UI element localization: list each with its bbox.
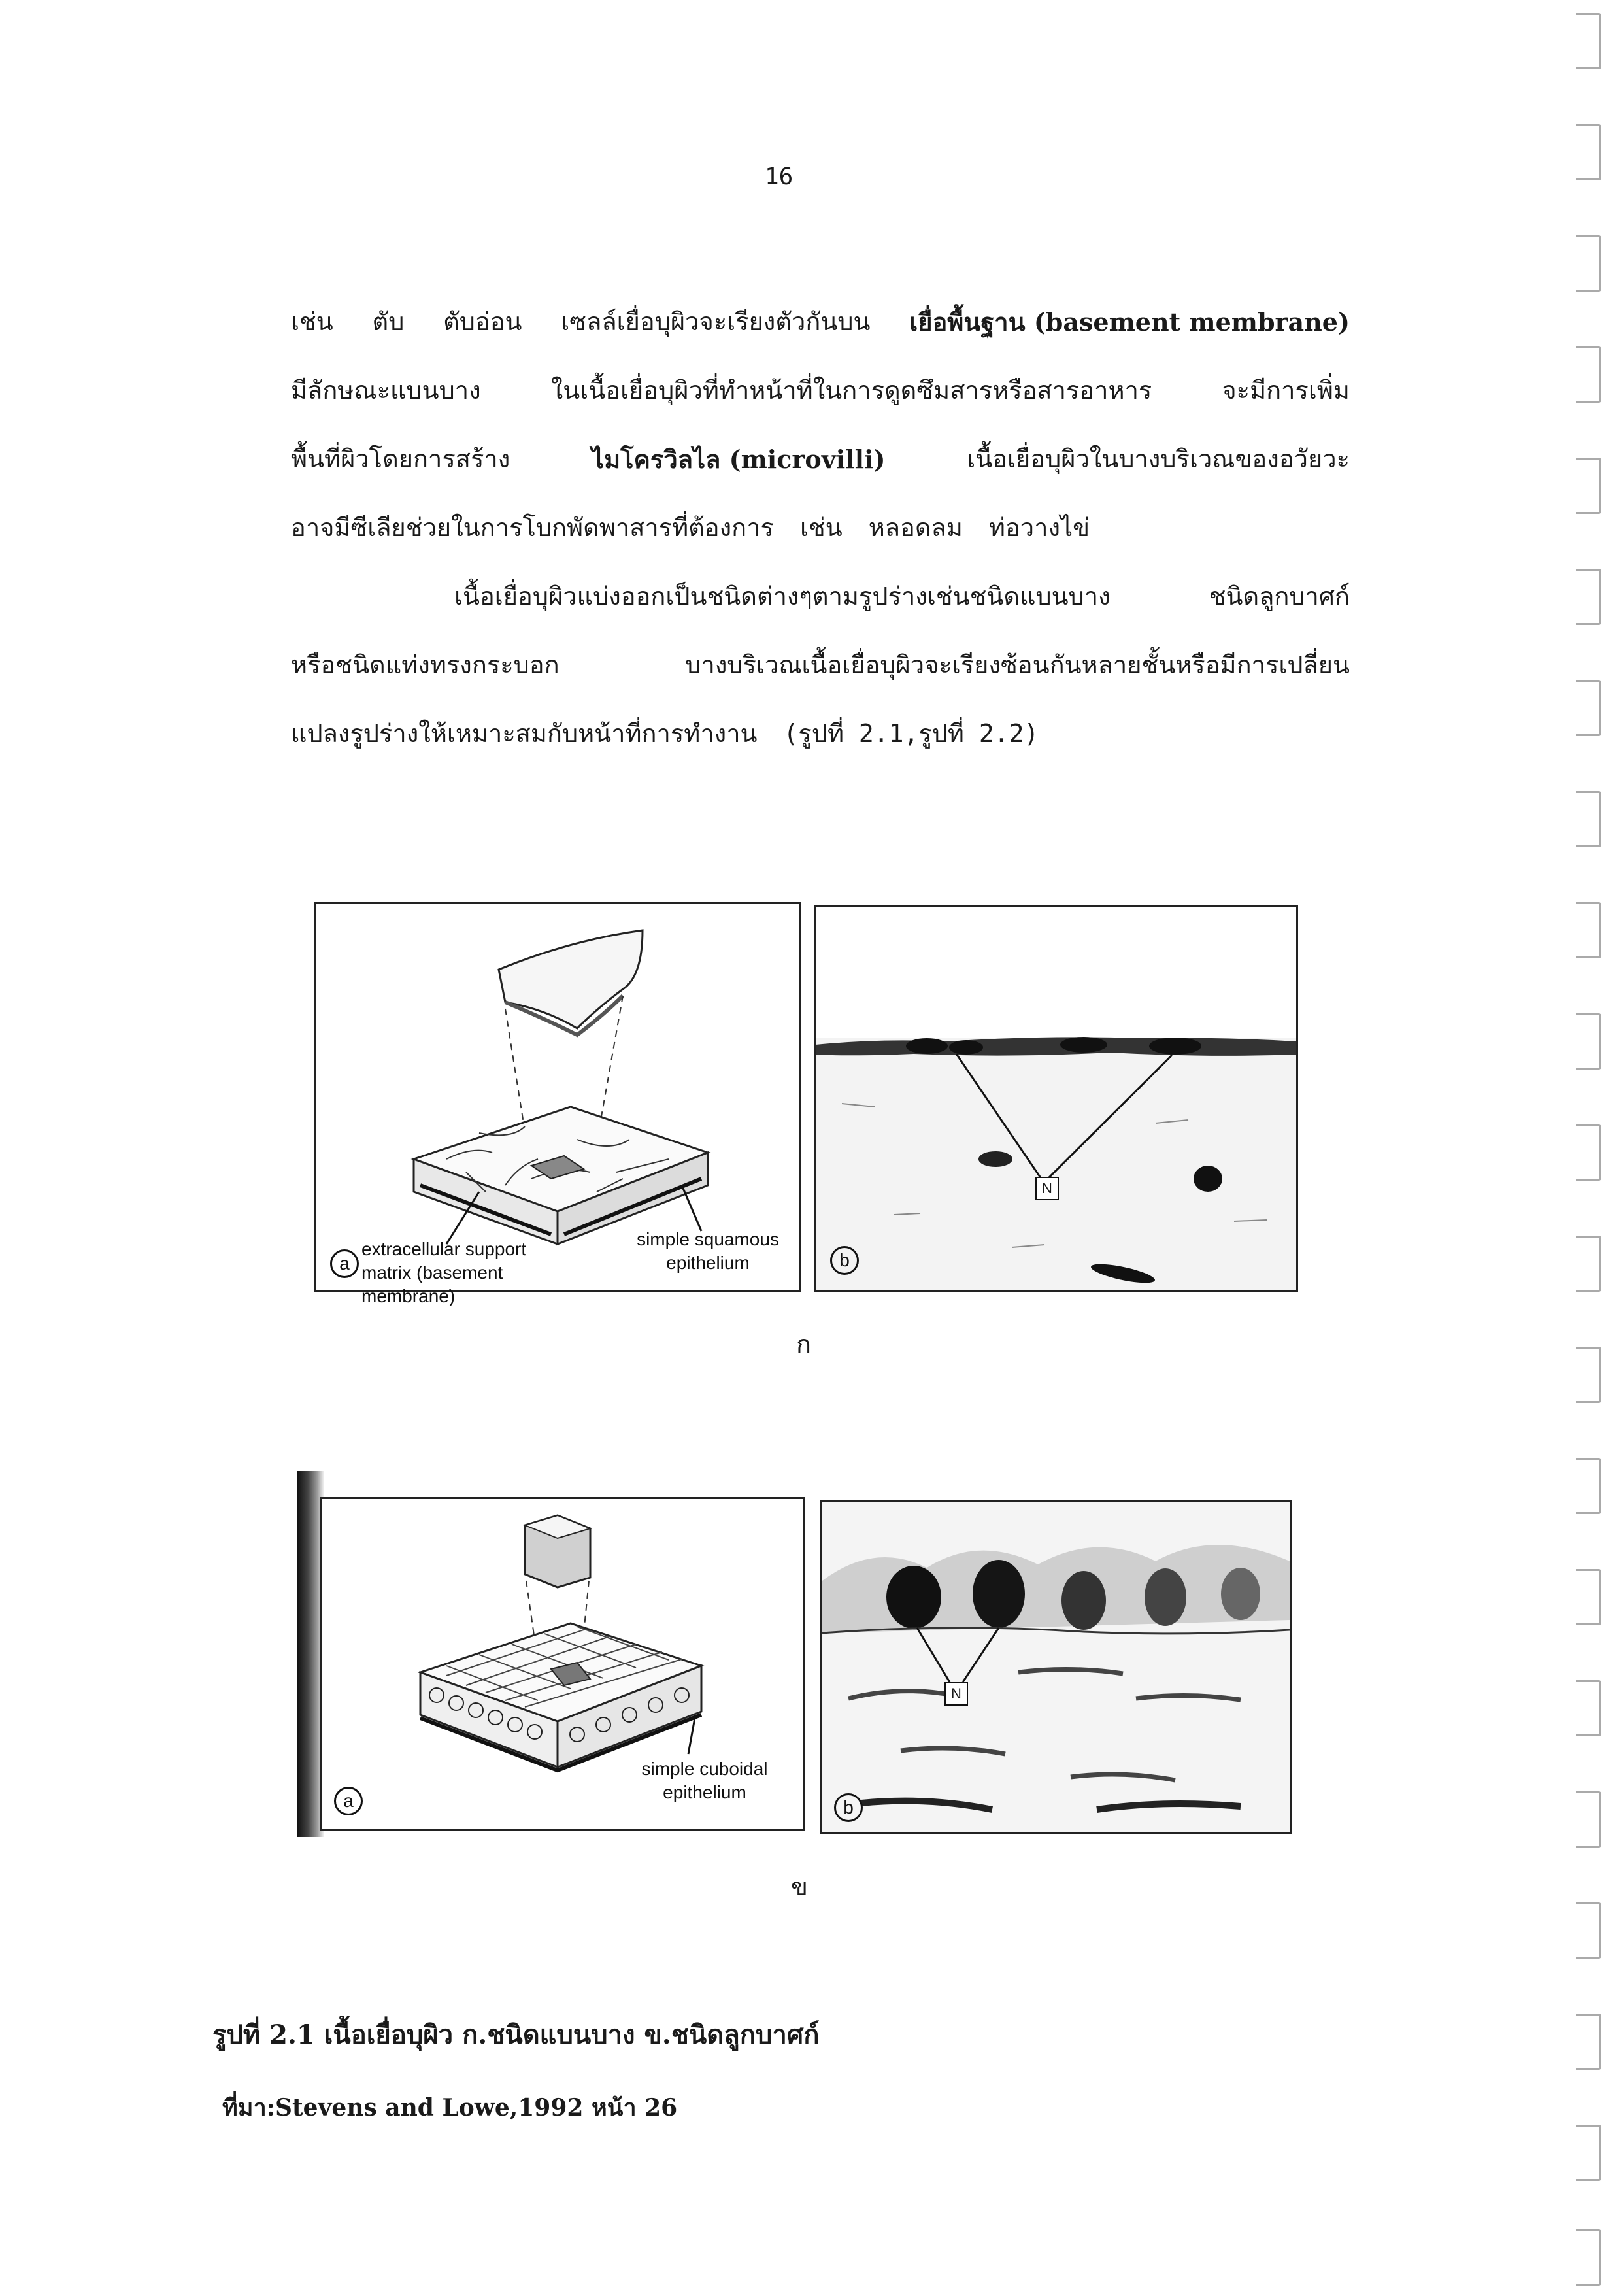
body-paragraph — [291, 288, 1350, 768]
scan-shadow — [297, 1471, 324, 1837]
binding-ring — [1576, 124, 1601, 180]
cuboidal-micrograph — [822, 1502, 1290, 1832]
binding-ring — [1576, 791, 1601, 847]
panel-letter-a: a — [334, 1787, 363, 1815]
binding-ring — [1576, 1569, 1601, 1625]
text-line-7: แปลงรูปร่างให้เหมาะสมกับหน้าที่การทำงาน (รูปที่ 2.1,รูปที่ 2.2) — [291, 719, 1039, 748]
basement-membrane-label: extracellular support matrix (basement membrane) — [361, 1239, 527, 1306]
binding-ring — [1576, 1013, 1601, 1070]
binding-ring — [1576, 346, 1601, 403]
page-number: 16 — [765, 163, 794, 190]
text-line-1: เช่น ตับ ตับอ่อน เซลล์เยื่อบุผิวจะเรียงตัวกันบน เยื่อพื้นฐาน (basement membrane) — [291, 288, 1350, 356]
figure-sub-label-ko-kai: ก — [796, 1330, 812, 1359]
binding-ring — [1576, 680, 1601, 736]
binding-ring — [1576, 1347, 1601, 1403]
binding-ring-strip — [1559, 0, 1621, 2296]
binding-ring — [1576, 2229, 1601, 2286]
simple-cuboidal-label: simple cuboidal epithelium — [641, 1759, 768, 1802]
binding-ring — [1576, 1236, 1601, 1292]
text-line-6: หรือชนิดแท่งทรงกระบอก บางบริเวณเนื้อเยื่อบุผิวจะเรียงซ้อนกันหลายชั้นหรือมีการเปลี่ยน — [291, 650, 1350, 679]
binding-ring — [1576, 569, 1601, 625]
panel-letter-a: a — [330, 1249, 359, 1278]
text-line-4: อาจมีซีเลียช่วยในการโบกพัดพาสารที่ต้องการ เช่น หลอดลม ท่อวางไข่ — [291, 513, 1090, 542]
binding-ring — [1576, 902, 1601, 958]
binding-ring — [1576, 2014, 1601, 2070]
figure-sub-label-kho-khai: ข — [791, 1872, 808, 1901]
squamous-micrograph-panel — [814, 905, 1298, 1292]
term-microvilli: ไมโครวิลไล (microvilli) — [591, 445, 886, 474]
binding-ring — [1576, 1124, 1601, 1181]
binding-ring — [1576, 235, 1601, 292]
binding-ring — [1576, 1902, 1601, 1959]
panel-letter-b: b — [830, 1246, 859, 1275]
squamous-micrograph — [816, 907, 1296, 1290]
term-basement-membrane: เยื่อพื้นฐาน (basement membrane) — [909, 307, 1350, 337]
text-line-5: เนื้อเยื่อบุผิวแบ่งออกเป็นชนิดต่างๆตามรูปร่างเช่นชนิดแบนบาง ชนิดลูกบาศก์ — [454, 582, 1350, 611]
cuboidal-diagram-panel — [320, 1497, 805, 1831]
panel-letter-b: b — [834, 1793, 863, 1822]
text-line-2: มีลักษณะแบนบาง ในเนื้อเยื่อบุผิวที่ทำหน้าที่ในการดูดซึมสารหรือสารอาหาร จะมีการเพิ่ม — [291, 376, 1350, 405]
simple-squamous-label: simple squamous epithelium — [637, 1229, 779, 1273]
binding-ring — [1576, 1680, 1601, 1736]
binding-ring — [1576, 2125, 1601, 2181]
binding-ring — [1576, 458, 1601, 514]
figure-source: ที่มา:Stevens and Lowe,1992 หน้า 26 — [222, 2094, 678, 2121]
figure-caption: รูปที่ 2.1 เนื้อเยื่อบุผิว ก.ชนิดแบนบาง ข.ชนิดลูกบาศก์ — [212, 2019, 820, 2050]
binding-ring — [1576, 1458, 1601, 1514]
binding-ring — [1576, 1791, 1601, 1848]
cuboidal-micrograph-panel — [820, 1500, 1292, 1834]
nucleus-marker: N — [944, 1682, 968, 1706]
text-line-3: พื้นที่ผิวโดยการสร้าง ไมโครวิลไล (microvilli) เนื้อเยื่อบุผิวในบางบริเวณของอวัยวะ — [291, 425, 1350, 494]
nucleus-marker: N — [1035, 1177, 1059, 1200]
squamous-diagram-panel — [314, 902, 801, 1306]
binding-ring — [1576, 13, 1601, 69]
